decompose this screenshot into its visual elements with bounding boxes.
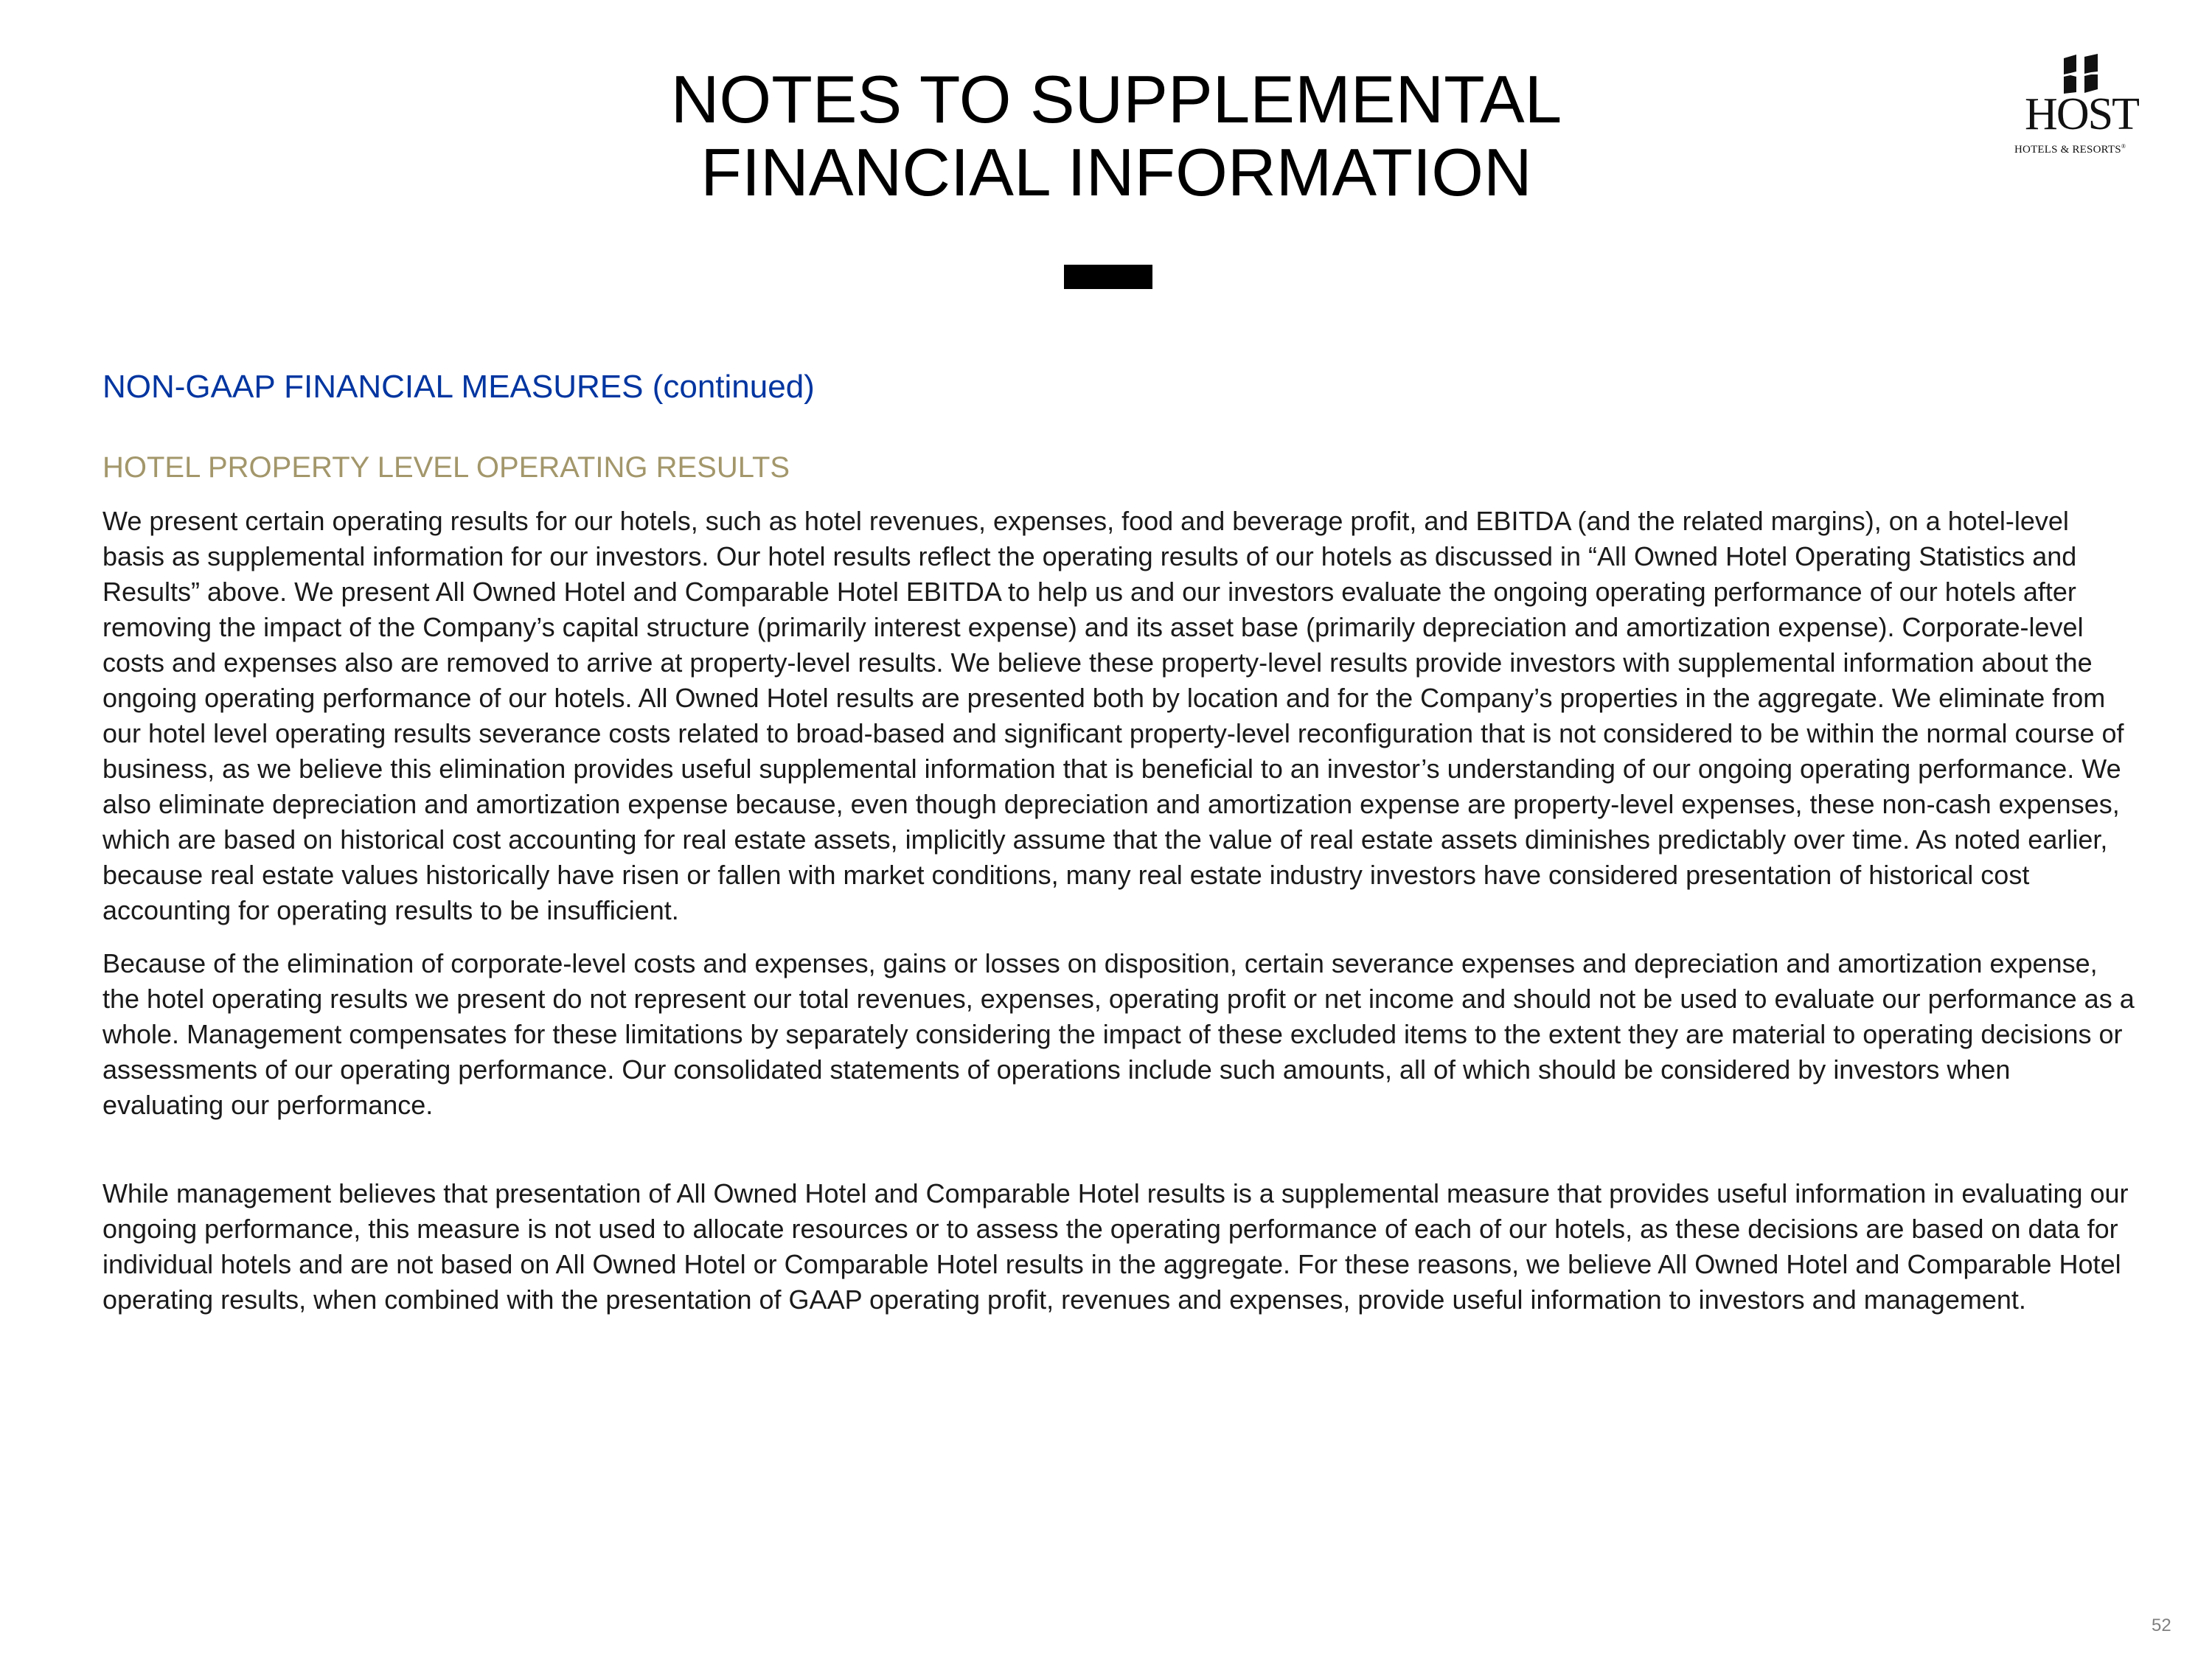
paragraph-1: We present certain operating results for our hotels, such as hotel revenues, expenses, food and beverage profit, and EBITDA (and the related margins), on a hotel-level basis as supplemental information for our investors. Our hotel results reflect the operating results of our hotels as discussed in “All Owned Hotel Operating Statistics and Results” above. We present All Owned Hotel and Comparable Hotel EBITDA to help us and our investors evaluate the ongoing operating performance of our hotels after removing the impact of the Company’s capital structure (primarily interest expense) and its asset base (primarily depreciation and amortization expense). Corporate-level costs and expenses also are removed to arrive at property-level results. We believe these property-level results provide investors with supplemental information about the ongoing operating performance of our hotels. All Owned Hotel results are presented both by location and for the Company’s properties in the aggregate. We eliminate from our hotel level operating results severance costs related to broad-based and significant property-level reconfiguration that is not considered to be within the normal course of business, as we believe this elimination provides useful supplemental information that is beneficial to an investor’s understanding of our ongoing operating performance. We also eliminate depreciation and amortization expense because, even though depreciation and amortization expense are property-level expenses, these non-cash expenses, which are based on historical cost accounting for real estate assets, implicitly assume that the value of real estate assets diminishes predictably over time. As noted earlier, because real estate values historically have risen or fallen with market conditions, many real estate industry investors have considered presentation of historical cost accounting for operating results to be insufficient. [102,506,2124,925]
page-title-line-2: FINANCIAL INFORMATION [700,136,1532,210]
page-title-line-1: NOTES TO SUPPLEMENTAL [670,63,1562,137]
paragraph-2: Because of the elimination of corporate-level costs and expenses, gains or losses on disposition, certain severance expenses and depreciation and amortization expense, the hotel operating results we present do not represent our total revenues, expenses, operating profit or net income and should not be used to evaluate our performance as a whole. Management compensates for these limitations by separately considering the impact of these excluded items to the extent they are material to operating decisions or assessments of our operating performance. Our consolidated statements of operations include such amounts, all of which should be considered by investors when evaluating our performance. [102,948,2135,1120]
logo-tagline: HOTELS & RESORTS® [2014,143,2126,156]
page-number: 52 [2152,1615,2171,1635]
section-heading: NON-GAAP FINANCIAL MEASURES (continued) [102,369,815,405]
logo-wordmark: HOST [2025,89,2138,139]
host-hotels-logo [2011,52,2152,155]
registered-mark: ® [2121,143,2126,150]
body-text [102,504,2138,1318]
paragraph-3: While management believes that presentation of All Owned Hotel and Comparable Hotel results is a supplemental measure that provides useful information in evaluating our ongoing performance, this measure is not used to allocate resources or to assess the operating performance of each of our hotels, as these decisions are based on data for individual hotels and are not based on All Owned Hotel or Comparable Hotel results in the aggregate. For these reasons, we believe All Owned Hotel and Comparable Hotel operating results, when combined with the presentation of GAAP operating profit, revenues and expenses, provide useful information to investors and management. [102,1178,2129,1315]
host-building-mark-icon [2062,54,2100,94]
page-title [0,63,2212,209]
subsection-heading: HOTEL PROPERTY LEVEL OPERATING RESULTS [102,451,790,484]
title-divider-bar [1064,265,1152,289]
